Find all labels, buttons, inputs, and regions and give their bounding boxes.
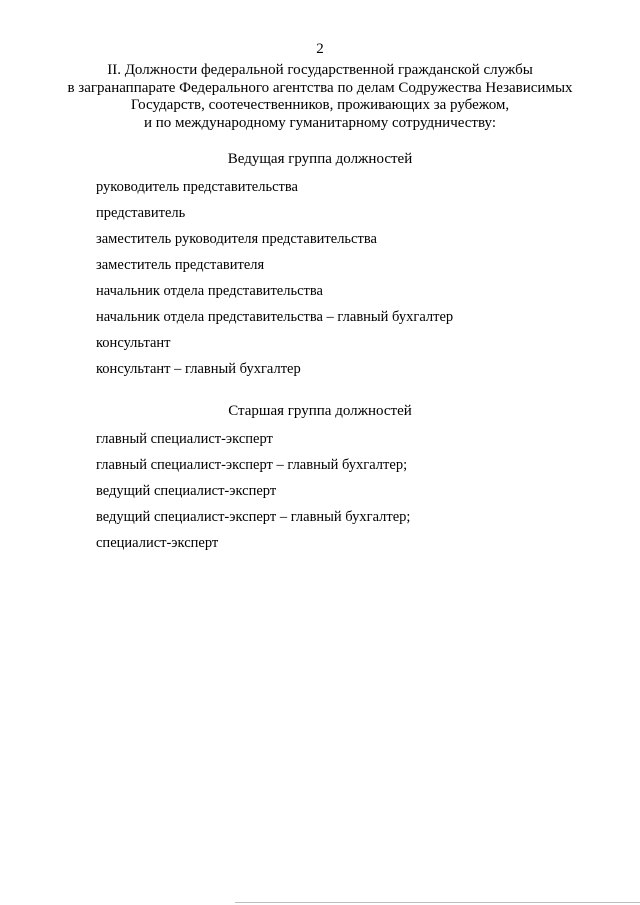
group-heading-senior: Старшая группа должностей (228, 403, 412, 419)
position-item: заместитель руководителя представительства (96, 231, 377, 247)
title-line: в загранаппарате Федерального агентства по делам Содружества Независимых (67, 79, 573, 96)
position-item: главный специалист-эксперт – главный бухгалтер; (96, 457, 408, 473)
page-number: 2 (316, 41, 324, 57)
title-line: Государств, соотечественников, проживающих за рубежом, (130, 97, 510, 113)
position-item: консультант – главный бухгалтер (96, 361, 301, 377)
position-item: руководитель представительства (96, 179, 298, 195)
position-item: представитель (96, 205, 186, 221)
position-item: ведущий специалист-эксперт – главный бухгалтер; (96, 509, 411, 525)
position-item: заместитель представителя (96, 257, 265, 273)
position-item: ведущий специалист-эксперт (96, 483, 277, 499)
scan-edge-line (235, 902, 640, 903)
title-line: II. Должности федеральной государственной гражданской службы (107, 62, 533, 78)
section-title (0, 62, 640, 132)
position-list-senior (96, 430, 410, 560)
position-item: главный специалист-эксперт (96, 431, 273, 447)
group-heading-lead: Ведущая группа должностей (227, 151, 413, 167)
position-item: начальник отдела представительства (96, 283, 323, 299)
title-line: и по международному гуманитарному сотрудничеству: (143, 114, 497, 131)
position-item: консультант (96, 335, 171, 351)
position-item: начальник отдела представительства – главный бухгалтер (96, 309, 454, 325)
position-item: специалист-эксперт (96, 535, 219, 551)
position-list-lead (96, 178, 453, 386)
